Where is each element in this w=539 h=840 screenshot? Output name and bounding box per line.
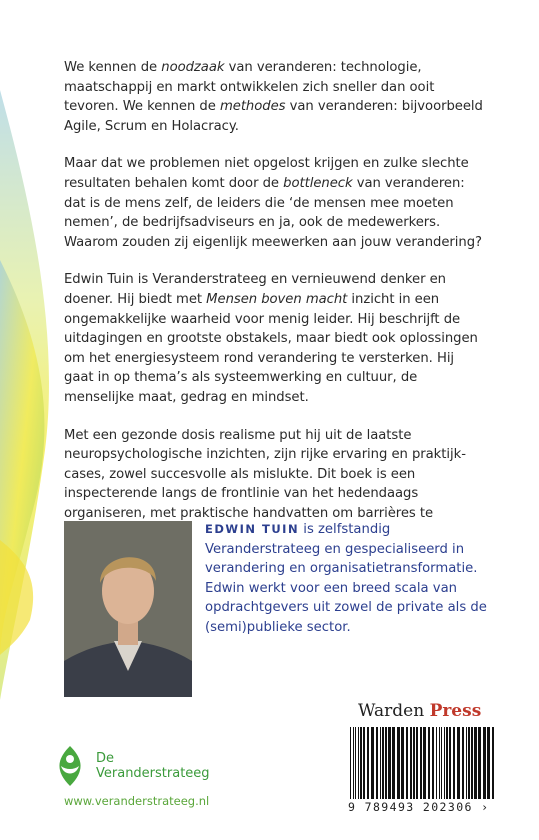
- paragraph: Maar dat we problemen niet opgelost krijgen en zulke slechte resultaten behalen komt door de bottleneck van veranderen: dat is de mens zelf, de leiders die ‘de mensen mee moeten nemen’, de bedrijfsadviseurs en ja, ook de medewerkers. Waarom zouden zij eigenlijk meewerken aan jouw verandering?: [64, 156, 482, 250]
- paragraph: Edwin Tuin is Veranderstrateeg en vernieuwend denker en doener. Hij biedt met Mensen boven macht inzicht in een ongemakkelijke waarheid voor menig leider. Hij beschrijft de uitdagingen en grootste obstakels, maar biedt ook oplossingen om het energiesysteem rond verandering te versterken. Hij gaat in op thema’s als systeemwerking en cultuur, de menselijke maat, gedrag en mindset.: [64, 272, 478, 405]
- paragraph: We kennen de noodzaak van veranderen: technologie, maatschappij en markt ontwikkelen zich sneller dan ooit tevoren. We kennen de methodes van veranderen: bijvoorbeeld Agile, Scrum en Holacracy.: [64, 60, 483, 134]
- publisher-name: Warden: [358, 701, 425, 721]
- description: [64, 58, 484, 561]
- barcode: [348, 727, 500, 802]
- author-photo: [64, 521, 192, 697]
- website-url: www.veranderstrateeg.nl: [64, 794, 210, 808]
- isbn: 9 789493 202306 ›: [348, 800, 490, 814]
- author-name: EDWIN TUIN: [205, 522, 300, 536]
- veranderstrateeg-logo: [52, 744, 210, 788]
- logo-line1: De: [96, 751, 115, 766]
- publisher-logo: [358, 701, 481, 721]
- paragraph: Met een gezonde dosis realisme put hij uit de laatste neuropsychologische inzichten, zijn rijke ervaring en praktijk-cases, zowel succesvolle als mislukte. Dit boek is een inspecterende langs de frontlinie van het hedendaags organiseren, met praktische handvatten om barrières te: [64, 427, 466, 521]
- author-bio-text: is zelfstandig Veranderstrateeg en gespecialiseerd in verandering en organisatietransformatie. Edwin werkt voor een breed scala van opdrachtgevers uit zowel de private als de (semi)publieke sector.: [205, 522, 487, 635]
- publisher-press: Press: [429, 701, 482, 721]
- author-bio: [205, 520, 495, 638]
- logo-line2: Veranderstrateeg: [96, 766, 210, 781]
- leaf-person-icon: [52, 744, 88, 788]
